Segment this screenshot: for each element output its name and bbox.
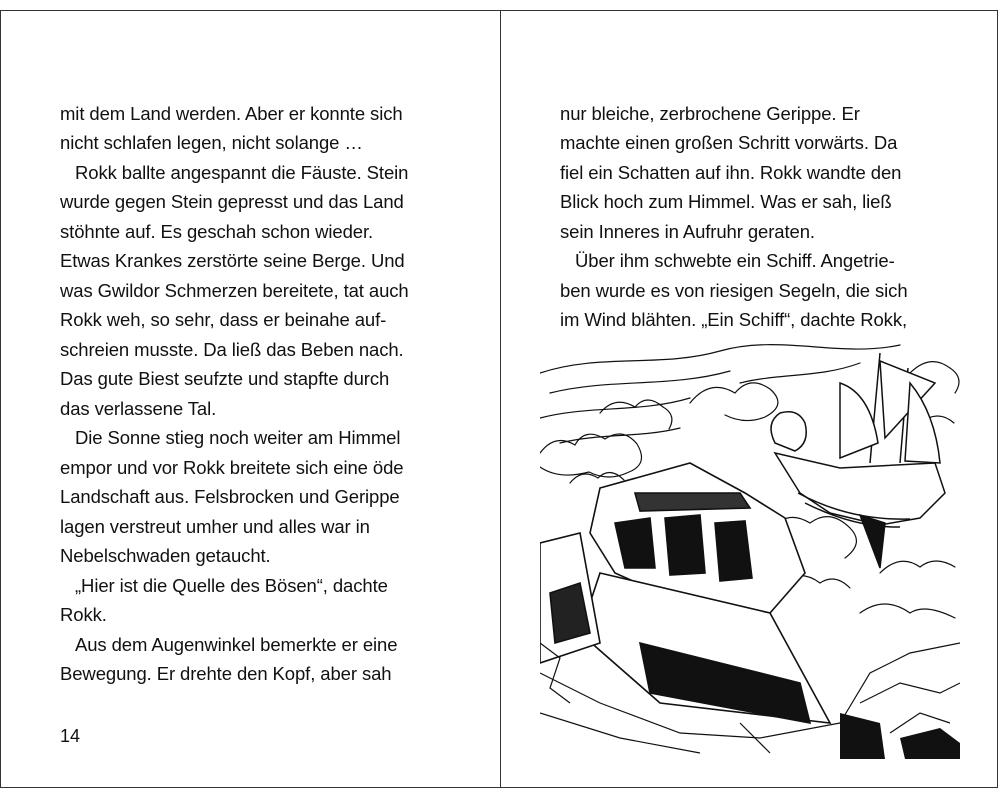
text-line: „Hier ist die Quelle des Bösen“, dachte [75, 575, 388, 596]
text-line: sein Inneres in Aufruhr geraten. [560, 221, 815, 242]
text-line: ben wurde es von riesigen Segeln, die sich [560, 280, 908, 301]
book-spread [0, 10, 998, 788]
text-line: fiel ein Schatten auf ihn. Rokk wandte den [560, 162, 902, 183]
text-line: lagen verstreut umher und alles war in [60, 516, 370, 537]
text-line: Rokk. [60, 604, 107, 625]
text-line: wurde gegen Stein gepresst und das Land [60, 191, 404, 212]
text-line: Etwas Krankes zerstörte seine Berge. Und [60, 250, 405, 271]
text-line: Blick hoch zum Himmel. Was er sah, ließ [560, 191, 892, 212]
text-line: im Wind blähten. „Ein Schiff“, dachte Rokk, [560, 309, 908, 330]
text-line: machte einen großen Schritt vorwärts. Da [560, 132, 898, 153]
text-line: schreien musste. Da ließ das Beben nach. [60, 339, 404, 360]
text-line: das verlassene Tal. [60, 398, 217, 419]
text-line: was Gwildor Schmerzen bereitete, tat auch [60, 280, 409, 301]
text-line: Nebelschwaden getaucht. [60, 545, 271, 566]
text-line: nur bleiche, zerbrochene Gerippe. Er [560, 103, 860, 124]
left-page [1, 11, 501, 787]
text-line: Landschaft aus. Felsbrocken und Gerippe [60, 486, 400, 507]
flying-ship-illustration [540, 343, 960, 759]
text-line: Rokk ballte angespannt die Fäuste. Stein [75, 162, 409, 183]
right-page [501, 11, 997, 787]
page-number: 14 [60, 726, 81, 746]
text-line: Aus dem Augenwinkel bemerkte er eine [75, 634, 398, 655]
text-line: empor und vor Rokk breitete sich eine öde [60, 457, 404, 478]
text-line: nicht schlafen legen, nicht solange … [60, 132, 363, 153]
text-line: Bewegung. Er drehte den Kopf, aber sah [60, 663, 392, 684]
text-line: Das gute Biest seufzte und stapfte durch [60, 368, 390, 389]
text-line: stöhnte auf. Es geschah schon wieder. [60, 221, 374, 242]
text-line: Die Sonne stieg noch weiter am Himmel [75, 427, 401, 448]
text-line: Rokk weh, so sehr, dass er beinahe auf- [60, 309, 387, 330]
text-line: Über ihm schwebte ein Schiff. Angetrie- [575, 250, 895, 271]
text-line: mit dem Land werden. Aber er konnte sich [60, 103, 403, 124]
